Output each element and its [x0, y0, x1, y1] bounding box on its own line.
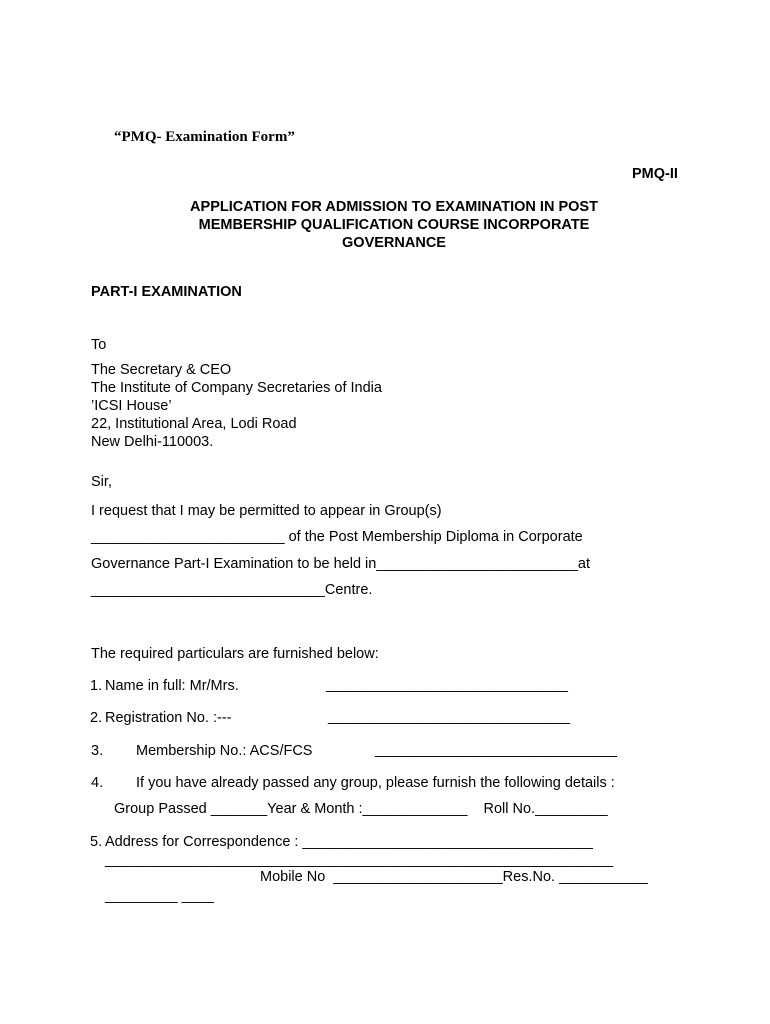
registration-field[interactable]: ______________________________ [328, 709, 570, 725]
salutation: Sir, [91, 474, 112, 490]
correspondence-address-line-2[interactable]: _______________________________________________________________ [105, 852, 614, 868]
passed-group-label: If you have already passed any group, please furnish the following details : [136, 775, 615, 791]
name-label: Name in full: Mr/Mrs. [105, 678, 239, 694]
address-line: ’ICSI House’ [91, 398, 172, 414]
form-code: PMQ-II [632, 166, 678, 182]
address-line: 22, Institutional Area, Lodi Road [91, 416, 297, 432]
request-line-1: I request that I may be permitted to appear in Group(s) [91, 503, 442, 519]
item-number: 5. [90, 834, 103, 850]
request-line-2: ________________________ of the Post Membership Diploma in Corporate [91, 529, 583, 545]
address-line: New Delhi-110003. [91, 434, 214, 450]
item-number: 2. [90, 710, 103, 726]
request-line-3: Governance Part-I Examination to be held in_________________________at [91, 556, 591, 572]
item-number: 4. [91, 775, 104, 791]
phone-fields[interactable]: Mobile No _____________________Res.No. ___________ [260, 869, 648, 885]
page-title: APPLICATION FOR ADMISSION TO EXAMINATION IN POST MEMBERSHIP QUALIFICATION COURSE INCORPORATE GOVERNANCE [190, 199, 598, 251]
correspondence-address-line-3[interactable]: _________ ____ [105, 888, 214, 904]
correspondence-address-field[interactable]: Address for Correspondence : ____________________________________ [105, 834, 593, 850]
form-name: “PMQ- Examination Form” [114, 129, 295, 145]
item-number: 1. [90, 678, 103, 694]
registration-label: Registration No. :--- [105, 710, 232, 726]
to-label: To [91, 337, 107, 353]
name-field[interactable]: ______________________________ [326, 677, 568, 693]
address-line: The Institute of Company Secretaries of India [91, 380, 382, 396]
particulars-intro: The required particulars are furnished below: [91, 646, 379, 662]
membership-field[interactable]: ______________________________ [375, 742, 617, 758]
request-line-4: _____________________________Centre. [91, 582, 373, 598]
item-number: 3. [91, 743, 104, 759]
part-heading: PART-I EXAMINATION [91, 284, 242, 300]
membership-label: Membership No.: ACS/FCS [136, 743, 313, 759]
passed-group-fields[interactable]: Group Passed _______Year & Month :_____________ Roll No._________ [114, 801, 608, 817]
address-line: The Secretary & CEO [91, 362, 232, 378]
